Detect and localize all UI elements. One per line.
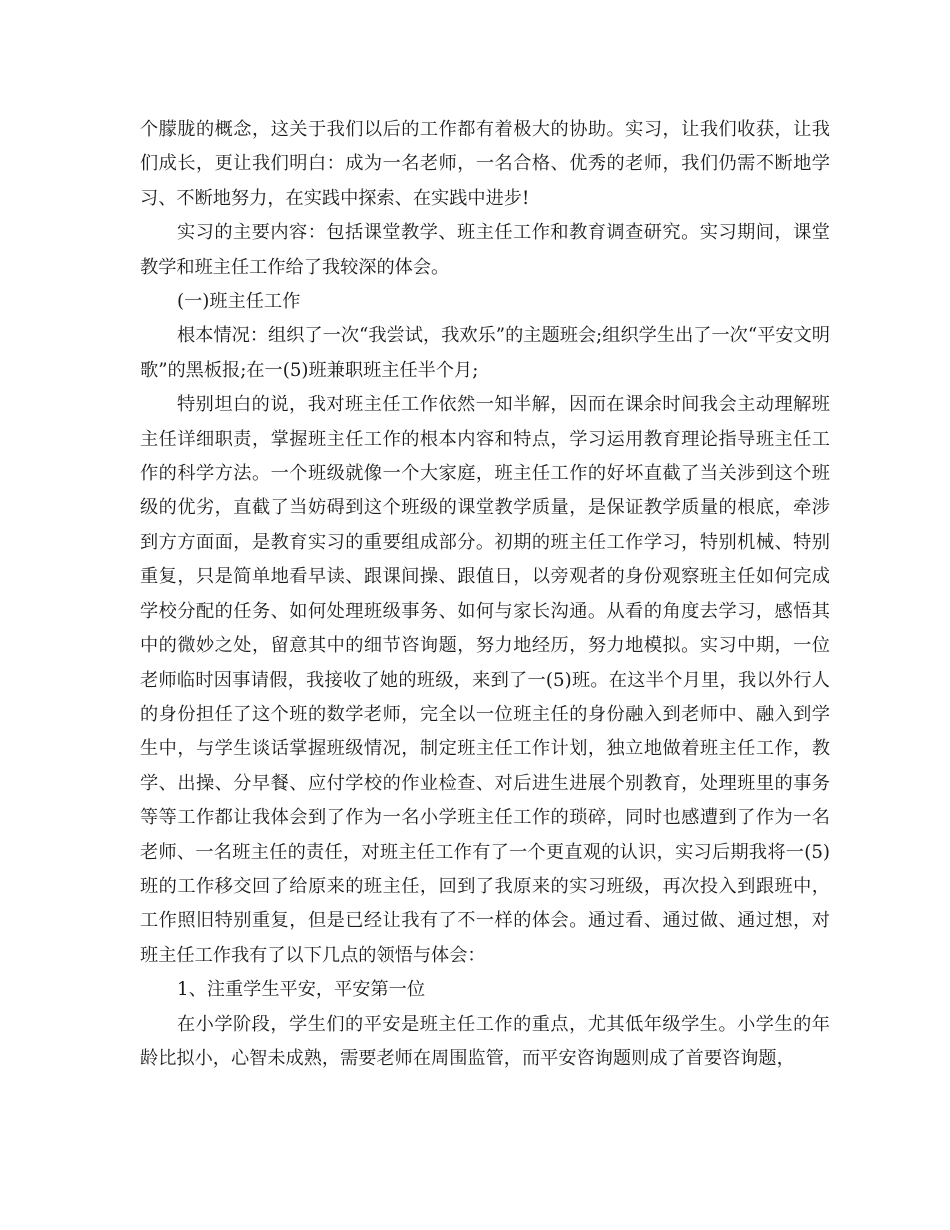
section-heading-class-teacher-work: (一)班主任工作 — [177, 291, 301, 313]
paragraph-main-content: 实习的主要内容：包括课堂教学、班主任工作和教育调查研究。实习期间，课堂教学和班主任工作给了我较深的体会。 — [140, 222, 830, 278]
paragraph-class-teacher-experience: 特别坦白的说，我对班主任工作依然一知半解，因而在课余时间我会主动理解班主任详细职责，掌握班主任工作的根本内容和特点，学习运用教育理论指导班主任工作的科学方法。一个班级就像一个大家庭，班主任工作的好坏直截了当关涉到这个班级的优劣，直截了当妨碍到这个班级的课堂教学质量，是保证教学质量的根底，牵涉到方方面面，是教育实习的重要组成部分。初期的班主任工作学习，特别机械、特别重复，只是简单地看早读、跟课间操、跟值日，以旁观者的身份观察班主任如何完成学校分配的任务、如何处理班级事务、如何与家长沟通。从看的角度去学习，感悟其中的微妙之处，留意其中的细节咨询题，努力地经历，努力地模拟。实习中期，一位老师临时因事请假，我接收了她的班级，来到了一(5)班。在这半个月里，我以外行人的身份担任了这个班的数学老师，完全以一位班主任的身份融入到老师中、融入到学生中，与学生谈话掌握班级情况，制定班主任工作计划，独立地做着班主任工作，教学、出操、分早餐、应付学校的作业检查、对后进生进展个别教育，处理班里的事务等等工作都让我体会到了作为一名小学班主任工作的琐碎，同时也感遭到了作为一名老师、一名班主任的责任，对班主任工作有了一个更直观的认识，实习后期我将一(5)班的工作移交回了给原来的班主任，回到了我原来的实习班级，再次投入到跟班中，工作照旧特别重复，但是已经让我有了不一样的体会。通过看、通过做、通过想，对班主任工作我有了以下几点的领悟与体会： — [140, 394, 830, 966]
paragraph-basic-situation: 根本情况：组织了一次“我尝试，我欢乐”的主题班会;组织学生出了一次“平安文明歌”的黑板报;在一(5)班兼职班主任半个月; — [140, 325, 830, 381]
subheading-student-safety: 1、注重学生平安，平安第一位 — [177, 979, 426, 1001]
paragraph-student-safety: 在小学阶段，学生们的平安是班主任工作的重点，尤其低年级学生。小学生的年龄比拟小，心智未成熟，需要老师在周围监管，而平安咨询题则成了首要咨询题， — [140, 1013, 830, 1069]
paragraph-continuation: 个朦胧的概念，这关于我们以后的工作都有着极大的协助。实习，让我们收获，让我们成长，更让我们明白：成为一名老师，一名合格、优秀的老师，我们仍需不断地学习、不断地努力，在实践中探索、在实践中进步! — [140, 119, 830, 209]
document-body — [140, 113, 830, 1076]
